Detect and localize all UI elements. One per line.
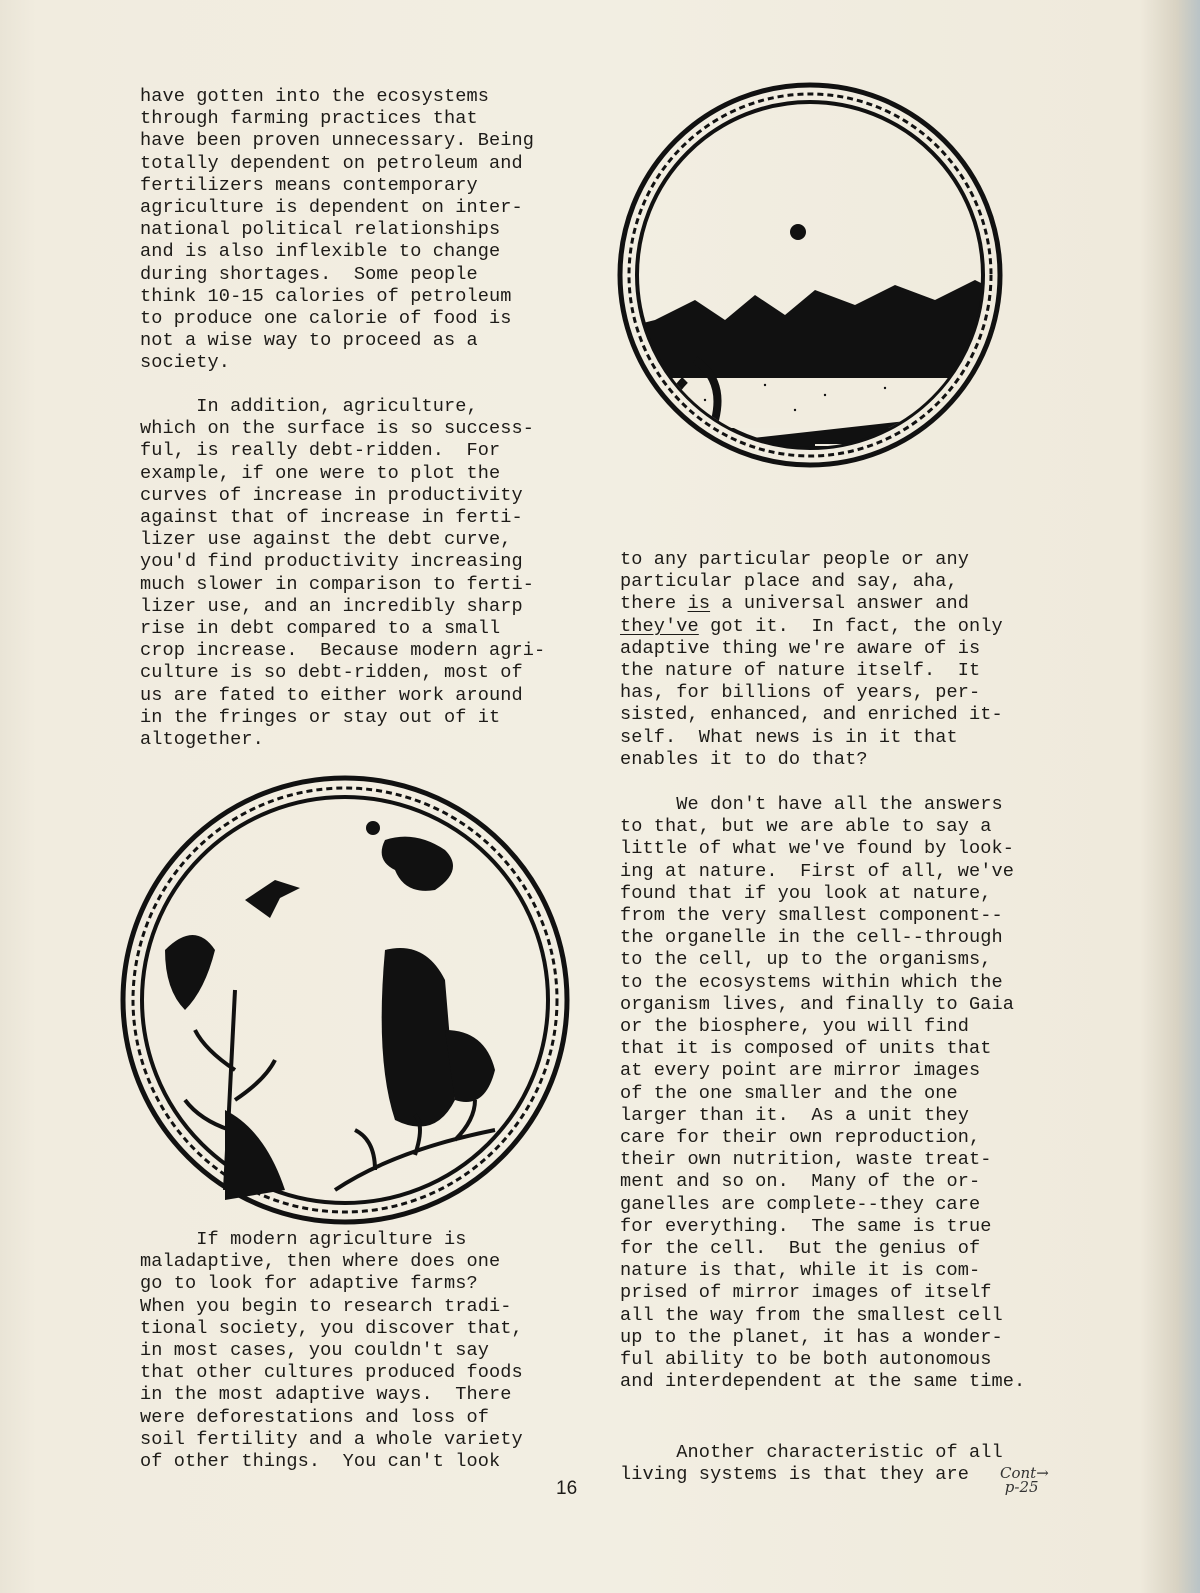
left-paragraph-1: have gotten into the ecosystems through farming practices that have been proven unnecessary. Being totally dependent on petroleum and fertilizers means contemporary agriculture is dependent on inter- national political relationships and is also inflexible to change during shortages. Some people think 10-15 calories of petroleum to produce one calorie of food is not a wise way to proceed as a society. <box>140 86 535 374</box>
handwritten-continued-note: Cont→ p-25 <box>1000 1464 1049 1496</box>
circular-illustration-bird-plants <box>115 770 575 1230</box>
left-paragraph-3: If modern agriculture is maladaptive, then where does one go to look for adaptive farms? When you begin to research tradi- tional society, you discover that, in most cases, you couldn't say that other cultures produced foods in the most adaptive ways. There were deforestations and loss of soil fertility and a whole variety of other things. You can't look <box>140 1229 523 1473</box>
text-segment: got it. In fact, the only adaptive thing we're aware of is the nature of nature itself. It has, for billions of years, per- sisted, enhanced, and enriched it- self. What news is in it that enables it to do that? <box>620 615 1003 770</box>
page-number: 16 <box>556 1478 578 1499</box>
right-paragraph-2: We don't have all the answers to that, but we are able to say a little of what we've found by look- ing at nature. First of all, we've found that if you look at nature, from the very smallest component-- the organelle in the cell--through to the cell, up to the organisms, to the ecosystems within which the organism lives, and finally to Gaia or the biosphere, you will find that it is composed of units that at every point are mirror images of the one smaller and the one larger than it. As a unit they care for their own reproduction, their own nutrition, waste treat- ment and so on. Many of the or- ganelles are complete--they care for everything. The same is true for the cell. But the genius of nature is that, while it is com- prised of mirror images of itself all the way from the smallest cell up to the planet, it has a wonder- ful ability to be both autonomous and interdependent at the same time. <box>620 794 1026 1393</box>
underlined-word-theyve: they've <box>620 615 699 637</box>
text-segment: to any particular people or any particular place and say, aha, there <box>620 549 969 615</box>
sun-icon <box>790 224 806 240</box>
right-paragraph-3: Another characteristic of all living systems is that they are <box>620 1442 1003 1486</box>
circular-illustration-landscape <box>615 80 1005 470</box>
bird-icon <box>245 880 300 918</box>
right-paragraph-1 <box>620 549 1003 771</box>
text-segment: a universal answer and <box>721 593 970 615</box>
left-paragraph-2: In addition, agriculture, which on the surface is so success- ful, is really debt-ridden. For example, if one were to plot the curves of increase in productivity against that of increase in ferti- lizer use against the debt curve, you'd find productivity increasing much slower in comparison to ferti- lizer use, and an incredibly sharp rise in debt compared to a small crop increase. Because modern agri- culture is so debt-ridden, most of us are fated to either work around in the fringes or stay out of it altogether. <box>140 396 546 751</box>
sun-icon <box>366 821 380 835</box>
underlined-word-is: is <box>687 593 711 615</box>
